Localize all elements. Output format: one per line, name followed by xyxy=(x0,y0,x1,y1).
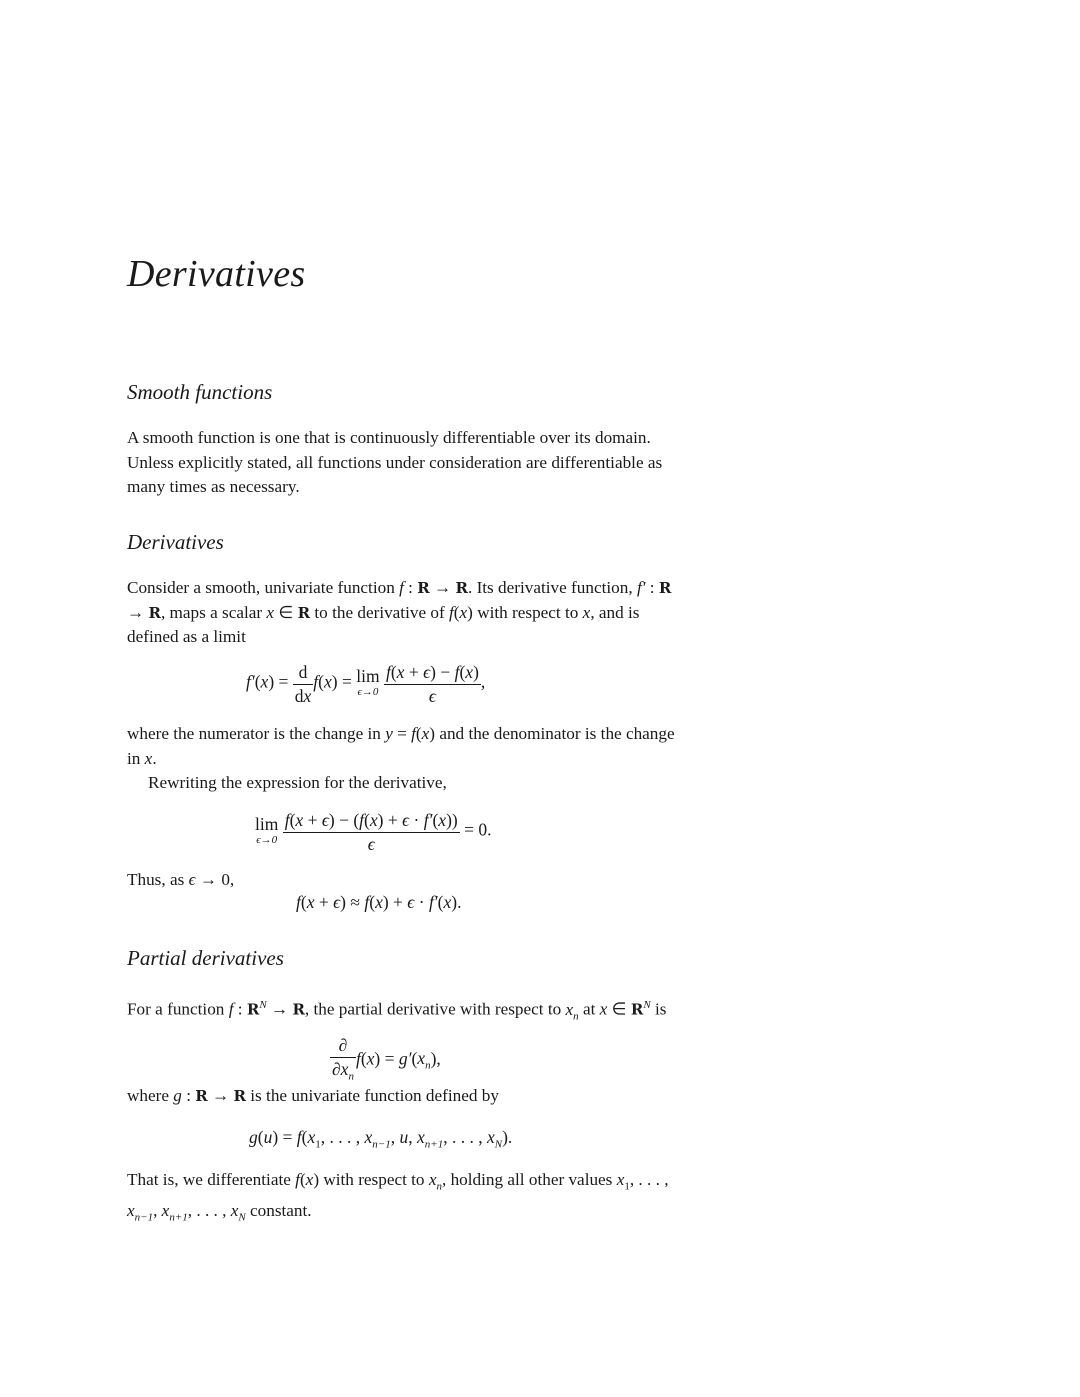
paragraph-partial-that-is: That is, we differentiate f(x) with respect to $x_n$, holding all other values $x_1$, . . . , $x_{n-1}$, $x_{n+1}$, . . . , $x_N$ constant. xyxy=(127,1170,669,1224)
equation-derivative-definition: f′(x) = $\frac{d}{dx}$ f(x) = lim ϵ→0 $\frac{f(x + \epsilon) - f(x)}{\epsilon}$ , xyxy=(246,662,486,706)
paragraph-partial-intro: For a function f : $R^N \to R$, the partial derivative with respect to $x_n$ at x ∈ $R^N$ is xyxy=(127,999,667,1023)
paragraph-partial-where: where g : R → R is the univariate function defined by xyxy=(127,1086,499,1105)
paragraph-smooth-functions: A smooth function is one that is continuously differentiable over its domain. Unless explicitly stated, all functions under consideration are differentiable as many times as necessary. xyxy=(127,428,663,496)
chapter-title: Derivatives xyxy=(127,253,306,295)
section-heading-derivatives: Derivatives xyxy=(127,530,224,554)
equation-univariate-function: $g(u) = f(x_1$, . . . , $x_{n-1}$, u, $x_{n+1}$, . . . , $x_N$). xyxy=(249,1127,513,1151)
section-heading-partial-derivatives: Partial derivatives xyxy=(127,946,284,970)
equation-limit-rewrite: lim ϵ→0 $\frac{f(x + \epsilon) - (f(x) + \epsilon \cdot f'(x))}{\epsilon}$ = 0. xyxy=(255,810,492,854)
paragraph-derivative-explanation: where the numerator is the change in y = f(x) and the denominator is the change in x. xyxy=(127,724,675,768)
paragraph-derivatives-intro: Consider a smooth, univariate function f : R → R. Its derivative function, f′ : R → R, maps a scalar x ∈ R to the derivative of f(x) with respect to x, and is defined as a limit xyxy=(127,578,672,646)
equation-linear-approximation: f(x + ϵ) ≈ f(x) + ϵ · f′(x). xyxy=(296,892,462,912)
paragraph-thus: Thus, as ϵ → 0, xyxy=(127,870,235,889)
equation-partial-derivative: $\frac{\partial}{\partial x_n}$ $f(x) = g'(x_n)$, xyxy=(332,1035,441,1083)
paragraph-rewriting: Rewriting the expression for the derivative, xyxy=(148,773,447,792)
section-heading-smooth-functions: Smooth functions xyxy=(127,380,273,404)
